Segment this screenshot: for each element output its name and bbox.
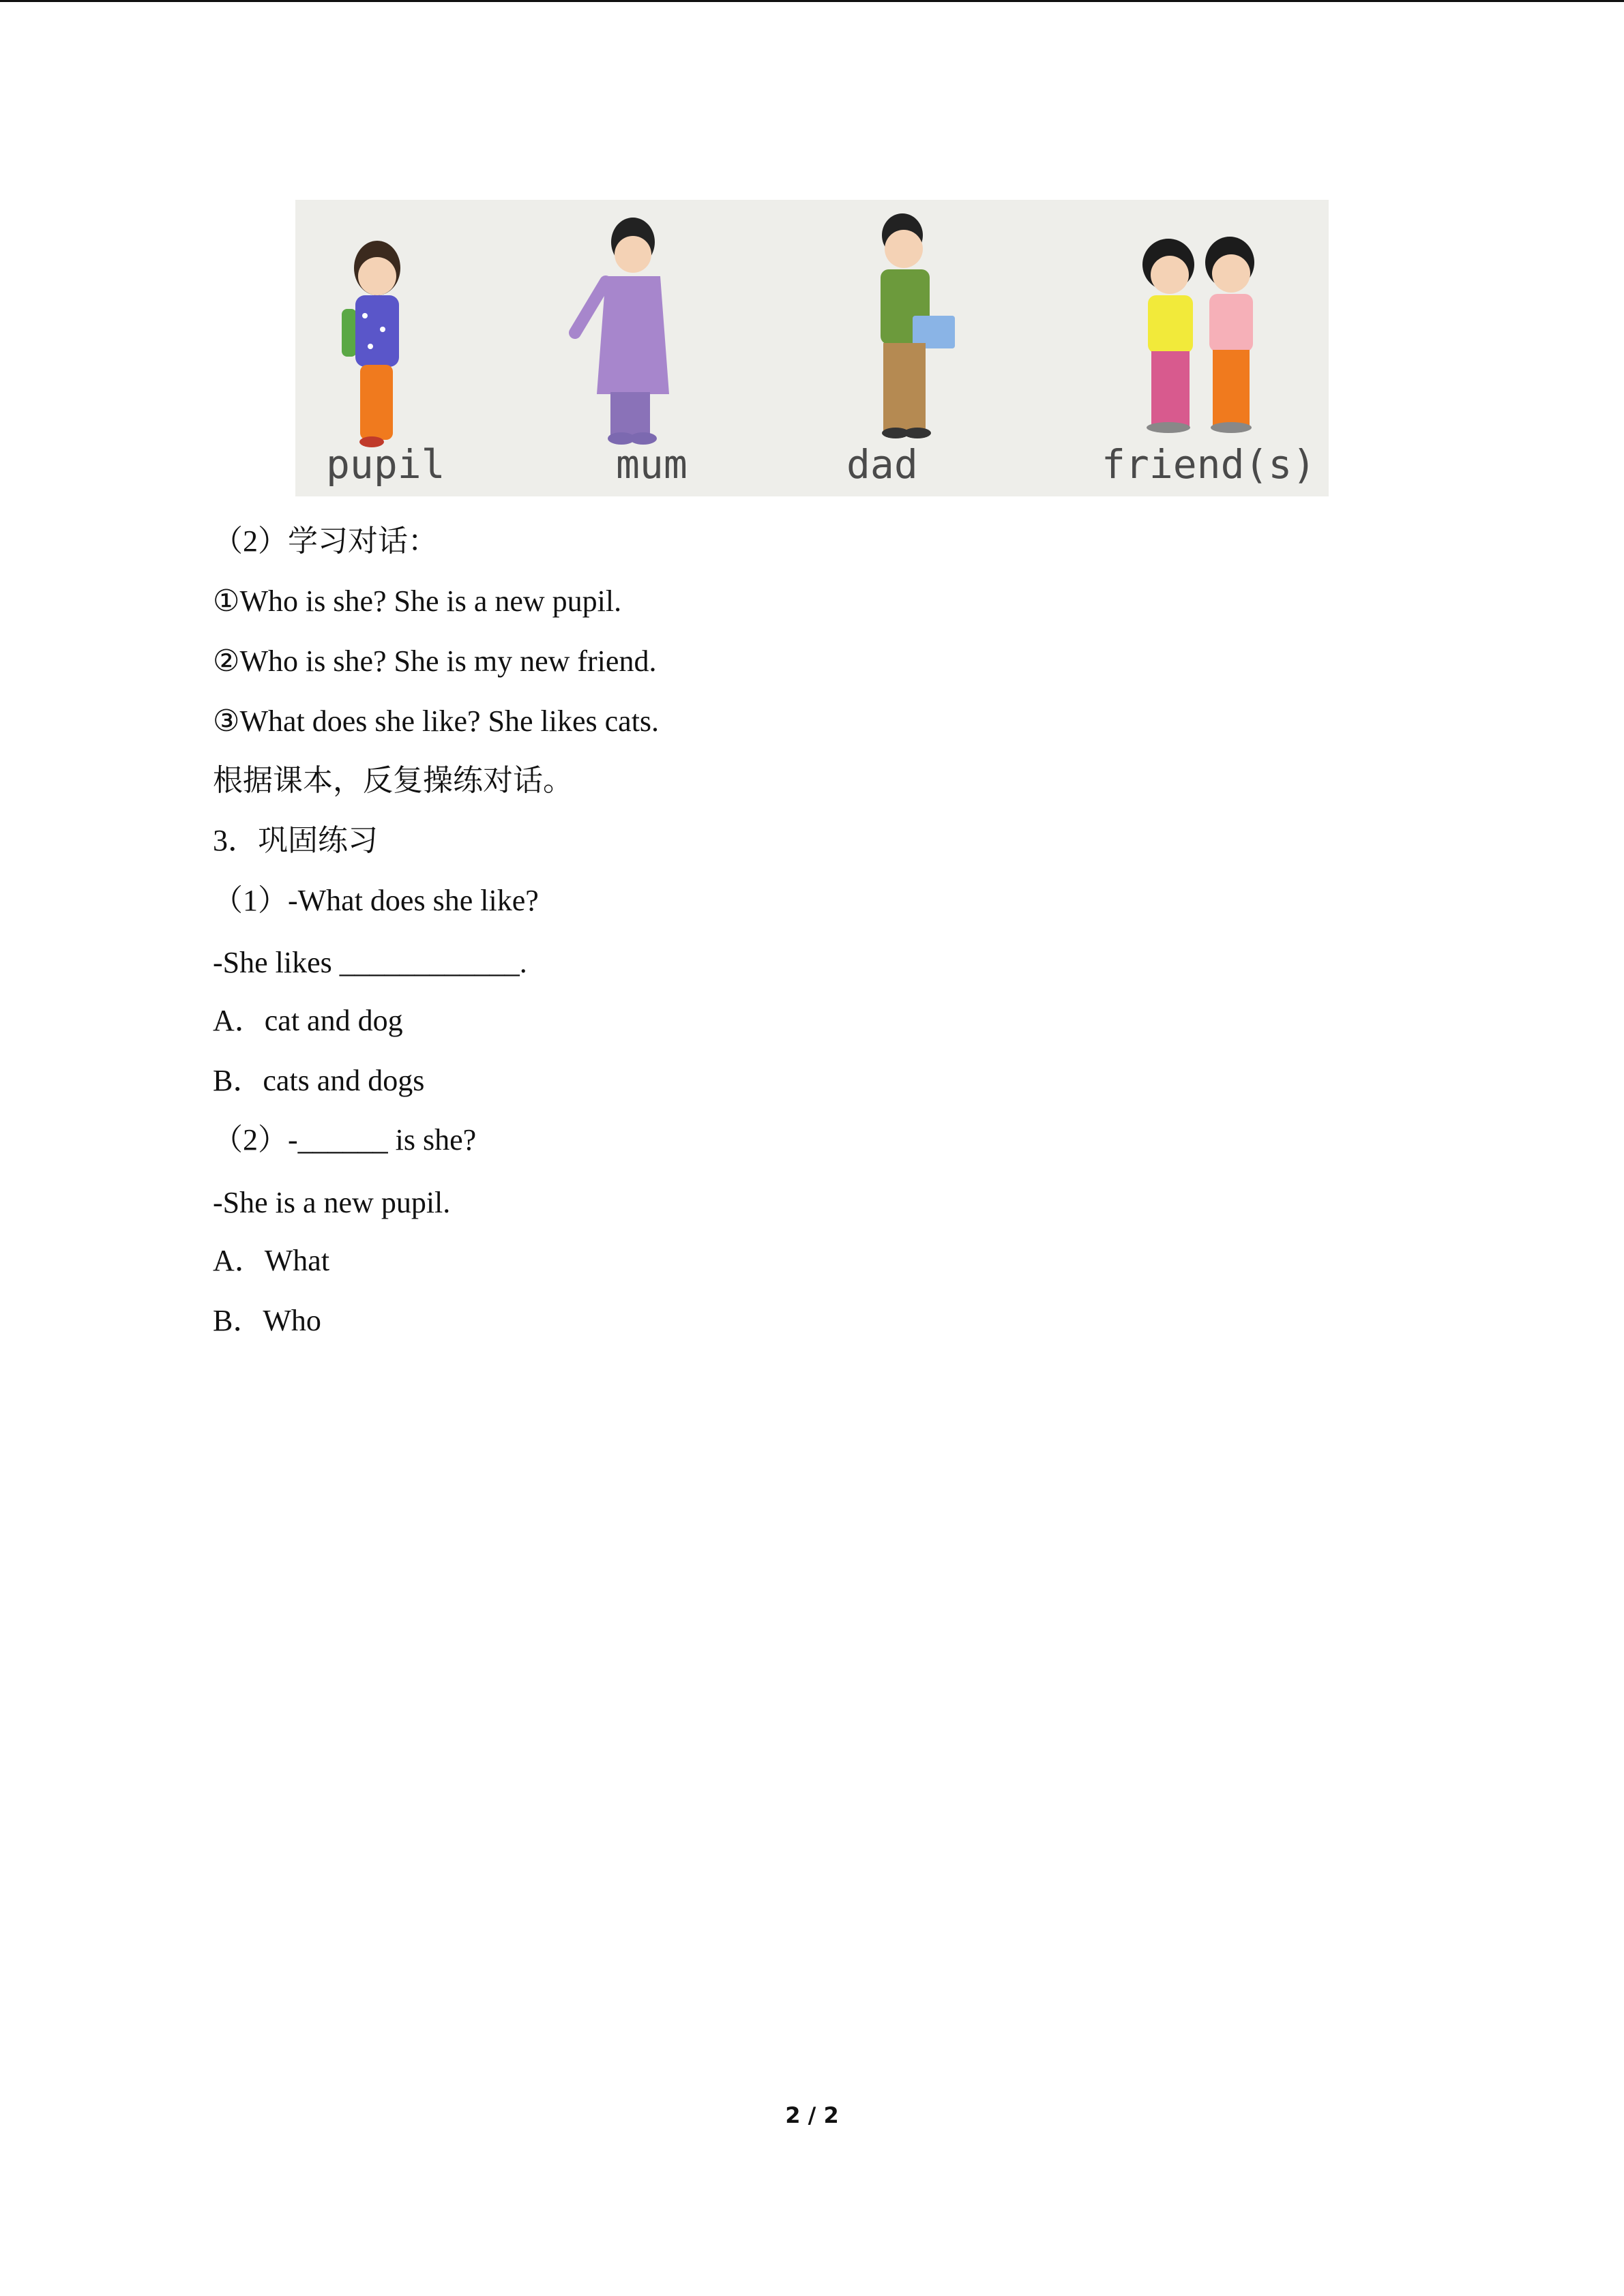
dad-figure	[881, 213, 955, 438]
question-1-prompt: （1）-What does she like?	[213, 884, 539, 917]
section-heading-dialogue: （2）学习对话：	[213, 524, 438, 558]
pupil-figure	[342, 241, 400, 447]
dialogue-line-2: ②Who is she? She is my new friend.	[213, 644, 657, 678]
figure-label-dad: dad	[846, 441, 918, 488]
mum-figure	[575, 218, 669, 445]
practice-instruction: 根据课本，反复操练对话。	[213, 764, 573, 797]
question-1-option-a: A．cat and dog	[213, 1004, 403, 1037]
vocabulary-illustration	[295, 200, 1329, 496]
dialogue-line-3: ③What does she like? She likes cats.	[213, 704, 660, 738]
question-1-answer-blank: -She likes ____________.	[213, 946, 527, 979]
page-number: 2 / 2	[785, 2102, 839, 2128]
vocabulary-figure	[295, 200, 1329, 496]
question-2-prompt: （2）-______ is she?	[213, 1123, 477, 1157]
figure-label-friends: friend(s)	[1102, 441, 1316, 488]
question-2-answer: -She is a new pupil.	[213, 1186, 451, 1219]
figure-label-pupil: pupil	[326, 441, 445, 488]
friends-figure	[1142, 237, 1254, 433]
figure-label-mum: mum	[616, 441, 688, 488]
question-2-option-a: A．What	[213, 1244, 330, 1277]
dialogue-line-1: ①Who is she? She is a new pupil.	[213, 584, 622, 618]
section-heading-exercise: 3．巩固练习	[213, 824, 378, 857]
question-2-option-b: B．Who	[213, 1304, 321, 1337]
question-1-option-b: B．cats and dogs	[213, 1064, 425, 1097]
